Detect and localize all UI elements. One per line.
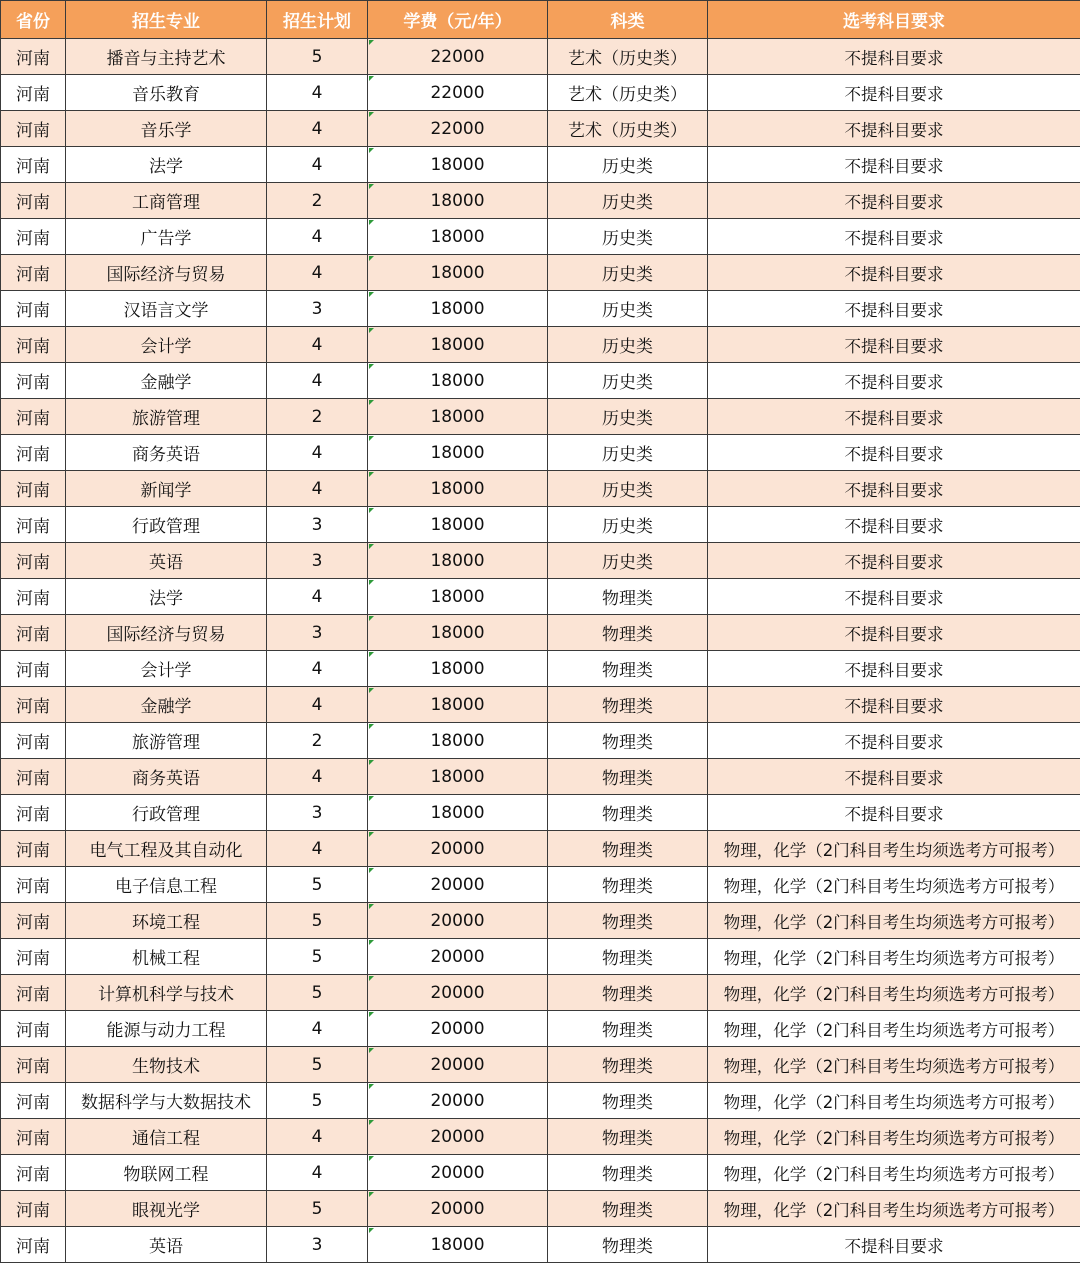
quota-cell: 4 [267,75,368,111]
subject-requirement-cell: 物理，化学（2门科目考生均须选考方可报考） [708,1155,1080,1191]
major-cell: 工商管理 [66,183,267,219]
subject-requirement-cell: 不提科目要求 [708,651,1080,687]
quota-cell: 3 [267,507,368,543]
province-cell: 河南 [1,255,66,291]
major-cell: 物联网工程 [66,1155,267,1191]
quota-cell: 4 [267,831,368,867]
province-cell: 河南 [1,975,66,1011]
major-cell: 新闻学 [66,471,267,507]
table-row [1,831,1080,867]
province-cell: 河南 [1,1119,66,1155]
subject-requirement-cell: 不提科目要求 [708,1227,1080,1263]
table-row [1,219,1080,255]
major-cell: 金融学 [66,363,267,399]
major-cell: 播音与主持艺术 [66,39,267,75]
major-cell: 国际经济与贸易 [66,615,267,651]
major-cell: 英语 [66,543,267,579]
column-header-tuition: 学费（元/年） [368,1,548,39]
quota-cell: 3 [267,615,368,651]
major-cell: 行政管理 [66,795,267,831]
major-cell: 汉语言文学 [66,291,267,327]
major-cell: 机械工程 [66,939,267,975]
major-cell: 音乐教育 [66,75,267,111]
quota-cell: 4 [267,111,368,147]
table-row [1,1155,1080,1191]
subject-requirement-cell: 物理，化学（2门科目考生均须选考方可报考） [708,903,1080,939]
tuition-cell: 20000 [368,867,548,903]
province-cell: 河南 [1,1011,66,1047]
category-cell: 物理类 [548,723,708,759]
major-cell: 计算机科学与技术 [66,975,267,1011]
province-cell: 河南 [1,75,66,111]
subject-requirement-cell: 不提科目要求 [708,507,1080,543]
subject-requirement-cell: 物理，化学（2门科目考生均须选考方可报考） [708,831,1080,867]
province-cell: 河南 [1,1083,66,1119]
tuition-cell: 20000 [368,831,548,867]
quota-cell: 4 [267,255,368,291]
tuition-cell: 18000 [368,363,548,399]
subject-requirement-cell: 不提科目要求 [708,795,1080,831]
tuition-cell: 18000 [368,615,548,651]
quota-cell: 4 [267,651,368,687]
subject-requirement-cell: 不提科目要求 [708,75,1080,111]
quota-cell: 5 [267,39,368,75]
major-cell: 广告学 [66,219,267,255]
quota-cell: 3 [267,795,368,831]
subject-requirement-cell: 不提科目要求 [708,183,1080,219]
major-cell: 通信工程 [66,1119,267,1155]
quota-cell: 3 [267,543,368,579]
table-row [1,507,1080,543]
category-cell: 物理类 [548,651,708,687]
table-row [1,975,1080,1011]
quota-cell: 4 [267,1119,368,1155]
tuition-cell: 20000 [368,1011,548,1047]
province-cell: 河南 [1,1047,66,1083]
column-header-category: 科类 [548,1,708,39]
table-row [1,75,1080,111]
table-row [1,471,1080,507]
province-cell: 河南 [1,759,66,795]
tuition-cell: 20000 [368,1119,548,1155]
province-cell: 河南 [1,111,66,147]
table-row [1,867,1080,903]
column-header-province: 省份 [1,1,66,39]
quota-cell: 2 [267,723,368,759]
major-cell: 环境工程 [66,903,267,939]
category-cell: 历史类 [548,291,708,327]
category-cell: 历史类 [548,147,708,183]
tuition-cell: 18000 [368,651,548,687]
tuition-cell: 18000 [368,759,548,795]
tuition-cell: 20000 [368,1083,548,1119]
table-row [1,1227,1080,1263]
subject-requirement-cell: 物理，化学（2门科目考生均须选考方可报考） [708,1119,1080,1155]
tuition-cell: 18000 [368,147,548,183]
category-cell: 历史类 [548,471,708,507]
tuition-cell: 18000 [368,435,548,471]
table-row [1,1119,1080,1155]
category-cell: 物理类 [548,579,708,615]
major-cell: 英语 [66,1227,267,1263]
subject-requirement-cell: 不提科目要求 [708,399,1080,435]
subject-requirement-cell: 物理，化学（2门科目考生均须选考方可报考） [708,1011,1080,1047]
quota-cell: 4 [267,471,368,507]
quota-cell: 2 [267,399,368,435]
tuition-cell: 18000 [368,327,548,363]
tuition-cell: 18000 [368,471,548,507]
table-header-row [1,1,1080,39]
subject-requirement-cell: 不提科目要求 [708,687,1080,723]
table-row [1,435,1080,471]
major-cell: 行政管理 [66,507,267,543]
category-cell: 历史类 [548,507,708,543]
quota-cell: 3 [267,1227,368,1263]
table-row [1,687,1080,723]
quota-cell: 5 [267,939,368,975]
table-row [1,363,1080,399]
category-cell: 历史类 [548,543,708,579]
subject-requirement-cell: 不提科目要求 [708,435,1080,471]
tuition-cell: 18000 [368,219,548,255]
major-cell: 数据科学与大数据技术 [66,1083,267,1119]
category-cell: 历史类 [548,219,708,255]
table-row [1,255,1080,291]
table-row [1,903,1080,939]
tuition-cell: 18000 [368,723,548,759]
table-row [1,939,1080,975]
table-row [1,327,1080,363]
major-cell: 会计学 [66,327,267,363]
category-cell: 物理类 [548,867,708,903]
province-cell: 河南 [1,687,66,723]
tuition-cell: 20000 [368,975,548,1011]
tuition-cell: 18000 [368,1227,548,1263]
province-cell: 河南 [1,651,66,687]
subject-requirement-cell: 不提科目要求 [708,219,1080,255]
category-cell: 艺术（历史类） [548,39,708,75]
table-row [1,1191,1080,1227]
quota-cell: 5 [267,867,368,903]
major-cell: 音乐学 [66,111,267,147]
subject-requirement-cell: 不提科目要求 [708,255,1080,291]
tuition-cell: 18000 [368,507,548,543]
subject-requirement-cell: 不提科目要求 [708,363,1080,399]
table-row [1,579,1080,615]
quota-cell: 4 [267,687,368,723]
quota-cell: 2 [267,183,368,219]
major-cell: 生物技术 [66,1047,267,1083]
quota-cell: 5 [267,1083,368,1119]
tuition-cell: 22000 [368,75,548,111]
table-row [1,795,1080,831]
tuition-cell: 22000 [368,39,548,75]
province-cell: 河南 [1,39,66,75]
quota-cell: 4 [267,1155,368,1191]
table-row [1,1047,1080,1083]
table-row [1,543,1080,579]
table-row [1,147,1080,183]
table-row [1,1011,1080,1047]
tuition-cell: 18000 [368,255,548,291]
subject-requirement-cell: 不提科目要求 [708,723,1080,759]
category-cell: 物理类 [548,939,708,975]
province-cell: 河南 [1,939,66,975]
province-cell: 河南 [1,1155,66,1191]
major-cell: 国际经济与贸易 [66,255,267,291]
province-cell: 河南 [1,435,66,471]
category-cell: 物理类 [548,1119,708,1155]
column-header-quota: 招生计划 [267,1,368,39]
major-cell: 旅游管理 [66,399,267,435]
column-header-major: 招生专业 [66,1,267,39]
category-cell: 物理类 [548,795,708,831]
subject-requirement-cell: 不提科目要求 [708,543,1080,579]
province-cell: 河南 [1,507,66,543]
category-cell: 历史类 [548,435,708,471]
province-cell: 河南 [1,723,66,759]
tuition-cell: 18000 [368,795,548,831]
province-cell: 河南 [1,291,66,327]
province-cell: 河南 [1,903,66,939]
category-cell: 物理类 [548,975,708,1011]
province-cell: 河南 [1,831,66,867]
quota-cell: 5 [267,1047,368,1083]
table-row [1,39,1080,75]
subject-requirement-cell: 物理，化学（2门科目考生均须选考方可报考） [708,975,1080,1011]
major-cell: 法学 [66,147,267,183]
subject-requirement-cell: 物理，化学（2门科目考生均须选考方可报考） [708,1047,1080,1083]
province-cell: 河南 [1,399,66,435]
table-row [1,183,1080,219]
tuition-cell: 18000 [368,291,548,327]
tuition-cell: 18000 [368,183,548,219]
tuition-cell: 20000 [368,1155,548,1191]
quota-cell: 5 [267,975,368,1011]
major-cell: 法学 [66,579,267,615]
table-row [1,291,1080,327]
subject-requirement-cell: 不提科目要求 [708,327,1080,363]
subject-requirement-cell: 不提科目要求 [708,579,1080,615]
province-cell: 河南 [1,327,66,363]
category-cell: 艺术（历史类） [548,111,708,147]
quota-cell: 4 [267,579,368,615]
tuition-cell: 20000 [368,939,548,975]
quota-cell: 4 [267,435,368,471]
province-cell: 河南 [1,147,66,183]
category-cell: 历史类 [548,399,708,435]
subject-requirement-cell: 不提科目要求 [708,111,1080,147]
tuition-cell: 18000 [368,543,548,579]
subject-requirement-cell: 不提科目要求 [708,291,1080,327]
tuition-cell: 20000 [368,903,548,939]
category-cell: 物理类 [548,615,708,651]
quota-cell: 4 [267,363,368,399]
province-cell: 河南 [1,471,66,507]
quota-cell: 5 [267,1191,368,1227]
tuition-cell: 18000 [368,579,548,615]
province-cell: 河南 [1,219,66,255]
category-cell: 物理类 [548,1011,708,1047]
table-row [1,651,1080,687]
category-cell: 物理类 [548,903,708,939]
major-cell: 商务英语 [66,759,267,795]
province-cell: 河南 [1,615,66,651]
category-cell: 物理类 [548,1083,708,1119]
table-row [1,723,1080,759]
category-cell: 物理类 [548,1227,708,1263]
table-row [1,615,1080,651]
province-cell: 河南 [1,363,66,399]
table-row [1,111,1080,147]
category-cell: 历史类 [548,363,708,399]
province-cell: 河南 [1,867,66,903]
major-cell: 金融学 [66,687,267,723]
major-cell: 旅游管理 [66,723,267,759]
category-cell: 物理类 [548,831,708,867]
table-body [1,39,1080,1263]
category-cell: 艺术（历史类） [548,75,708,111]
tuition-cell: 20000 [368,1191,548,1227]
tuition-cell: 22000 [368,111,548,147]
major-cell: 眼视光学 [66,1191,267,1227]
tuition-cell: 20000 [368,1047,548,1083]
subject-requirement-cell: 不提科目要求 [708,39,1080,75]
quota-cell: 4 [267,147,368,183]
category-cell: 物理类 [548,1047,708,1083]
major-cell: 电气工程及其自动化 [66,831,267,867]
subject-requirement-cell: 物理，化学（2门科目考生均须选考方可报考） [708,1191,1080,1227]
province-cell: 河南 [1,795,66,831]
quota-cell: 4 [267,1011,368,1047]
category-cell: 物理类 [548,1155,708,1191]
province-cell: 河南 [1,579,66,615]
major-cell: 能源与动力工程 [66,1011,267,1047]
subject-requirement-cell: 不提科目要求 [708,471,1080,507]
table-row [1,1083,1080,1119]
category-cell: 物理类 [548,687,708,723]
subject-requirement-cell: 不提科目要求 [708,147,1080,183]
subject-requirement-cell: 物理，化学（2门科目考生均须选考方可报考） [708,939,1080,975]
province-cell: 河南 [1,183,66,219]
quota-cell: 5 [267,903,368,939]
column-header-subject-requirement: 选考科目要求 [708,1,1080,39]
quota-cell: 4 [267,219,368,255]
province-cell: 河南 [1,1227,66,1263]
table-row [1,759,1080,795]
category-cell: 历史类 [548,183,708,219]
subject-requirement-cell: 不提科目要求 [708,759,1080,795]
category-cell: 物理类 [548,1191,708,1227]
major-cell: 会计学 [66,651,267,687]
category-cell: 历史类 [548,255,708,291]
major-cell: 商务英语 [66,435,267,471]
tuition-cell: 18000 [368,687,548,723]
tuition-cell: 18000 [368,399,548,435]
category-cell: 物理类 [548,759,708,795]
major-cell: 电子信息工程 [66,867,267,903]
subject-requirement-cell: 物理，化学（2门科目考生均须选考方可报考） [708,867,1080,903]
category-cell: 历史类 [548,327,708,363]
subject-requirement-cell: 物理，化学（2门科目考生均须选考方可报考） [708,1083,1080,1119]
quota-cell: 4 [267,759,368,795]
quota-cell: 4 [267,327,368,363]
quota-cell: 3 [267,291,368,327]
subject-requirement-cell: 不提科目要求 [708,615,1080,651]
table-row [1,399,1080,435]
province-cell: 河南 [1,543,66,579]
province-cell: 河南 [1,1191,66,1227]
